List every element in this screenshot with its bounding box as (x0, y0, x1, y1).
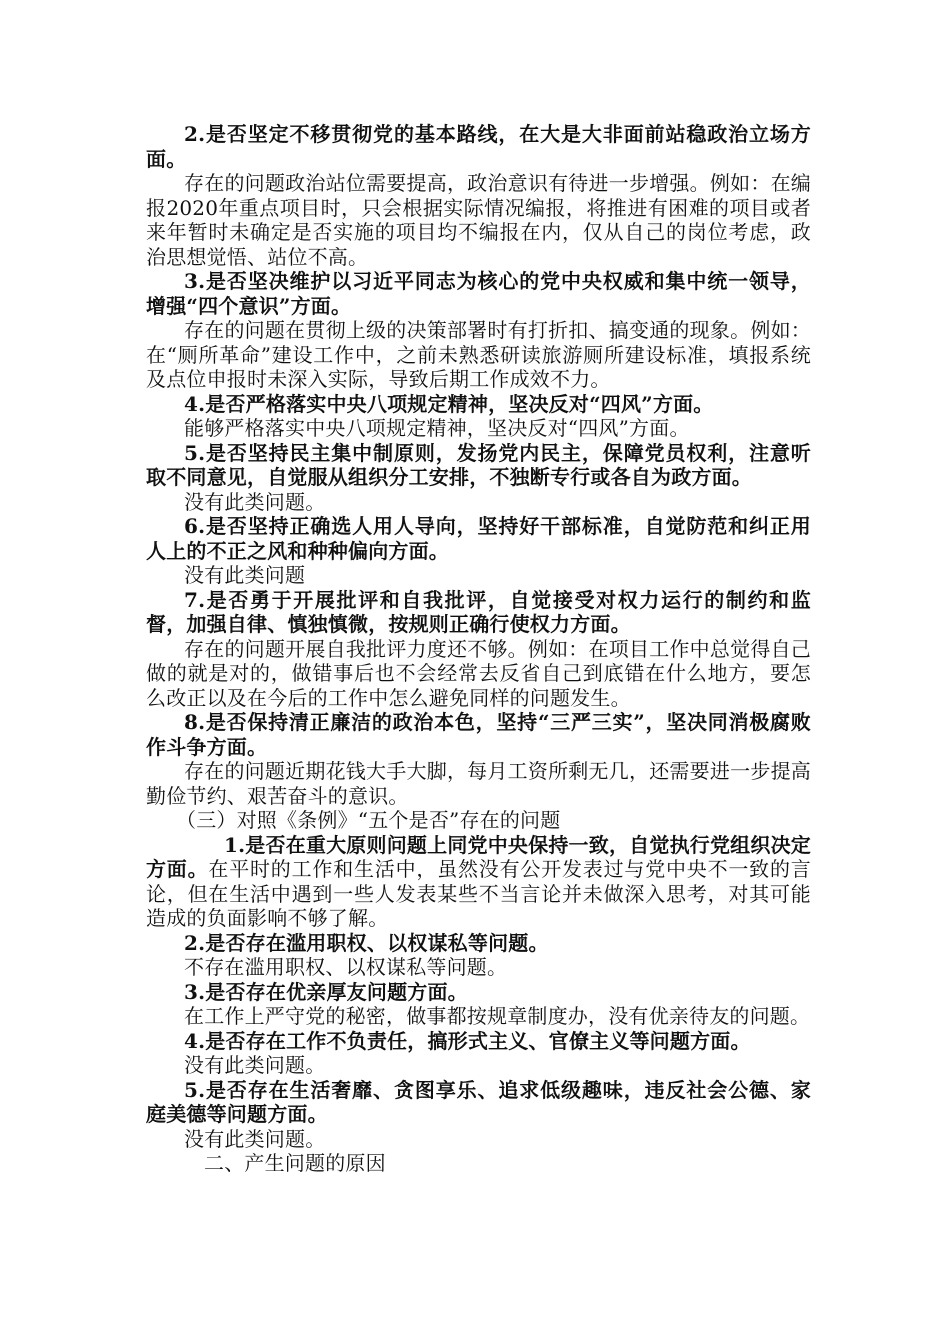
q6-answer (146, 563, 811, 588)
r2-answer (146, 955, 811, 980)
answer-text: 没有此类问题。 (184, 489, 326, 514)
part-2-heading (146, 1151, 811, 1176)
q7-heading (146, 588, 811, 637)
answer-text: 在平时的工作和生活中，虽然没有公开发表过与党中央不一致的言论，但在生活中遇到一些人发表某些不当言论并未做深入思考，对其可能造成的负面影响不够了解。 (146, 857, 811, 930)
answer-text: 不存在滥用职权、以权谋私等问题。 (184, 955, 508, 979)
r3-answer (146, 1004, 811, 1029)
question-text: 3.是否存在优亲厚友问题方面。 (184, 979, 468, 1004)
r5-heading (146, 1078, 811, 1127)
r5-answer (146, 1127, 811, 1152)
answer-text: 没有此类问题。 (184, 1126, 326, 1151)
section-title: 二、产生问题的原因 (204, 1151, 386, 1175)
q8-heading (146, 710, 811, 759)
answer-text: 能够严格落实中央八项规定精神，坚决反对“四风”方面。 (184, 416, 690, 440)
q4-heading (146, 392, 811, 417)
r4-answer (146, 1053, 811, 1078)
question-text: 2.是否坚定不移贯彻党的基本路线，在大是大非面前站稳政治立场方面。 (146, 122, 811, 171)
q2-answer (146, 171, 811, 269)
q2-heading (146, 122, 811, 171)
question-text: 1.是否在重大原则问题上同党中央保持一致，自觉执行党组织决定方面。 (146, 832, 811, 881)
q3-answer (146, 318, 811, 392)
answer-text: 存在的问题开展自我批评力度还不够。例如：在项目工作中总觉得自己做的就是对的，做错事后也不会经常去反省自己到底错在什么地方，要怎么改正以及在今后的工作中怎么避免同样的问题发生。 (146, 636, 811, 710)
q4-answer (146, 416, 811, 441)
answer-text: 没有此类问题。 (184, 1053, 326, 1077)
question-text: 4.是否存在工作不负责任，搞形式主义、官僚主义等问题方面。 (184, 1028, 751, 1053)
answer-text: 没有此类问题 (184, 563, 306, 587)
answer-text: 存在的问题近期花钱大手大脚，每月工资所剩无几，还需要进一步提高勤俭节约、艰苦奋斗的意识。 (146, 759, 811, 808)
q5-answer (146, 490, 811, 515)
section-title: （三）对照《条例》“五个是否”存在的问题 (176, 808, 561, 832)
question-text: 5.是否存在生活奢靡、贪图享乐、追求低级趣味，违反社会公德、家庭美德等问题方面。 (146, 1077, 811, 1126)
question-text: 5.是否坚持民主集中制原则，发扬党内民主，保障党员权利，注意听取不同意见，自觉服从组织分工安排，不独断专行或各自为政方面。 (146, 440, 811, 489)
q8-answer (146, 759, 811, 808)
answer-text: 存在的问题在贯彻上级的决策部署时有打折扣、搞变通的现象。例如：在“厕所革命”建设工作中，之前未熟悉研读旅游厕所建设标准，填报系统及点位申报时未深入实际，导致后期工作成效不力。 (146, 318, 811, 391)
question-text: 4.是否严格落实中央八项规定精神，坚决反对“四风”方面。 (184, 391, 714, 416)
q5-heading (146, 441, 811, 490)
section-3-heading (146, 808, 811, 833)
r4-heading (146, 1029, 811, 1054)
question-text: 7.是否勇于开展批评和自我批评，自觉接受对权力运行的制约和监督，加强自律、慎独慎微，按规则正确行使权力方面。 (146, 587, 811, 636)
r3-heading (146, 980, 811, 1005)
document-page (146, 122, 811, 1176)
question-text: 2.是否存在滥用职权、以权谋私等问题。 (184, 930, 549, 955)
question-text: 6.是否坚持正确选人用人导向，坚持好干部标准，自觉防范和纠正用人上的不正之风和种种偏向方面。 (146, 514, 811, 563)
question-text: 3.是否坚决维护以习近平同志为核心的党中央权威和集中统一领导，增强“四个意识”方面。 (146, 269, 811, 318)
r1-paragraph (146, 833, 811, 931)
answer-text: 存在的问题政治站位需要提高，政治意识有待进一步增强。例如：在编报2020年重点项目时，只会根据实际情况编报，将推进有困难的项目或者来年暂时未确定是否实施的项目均不编报在内，仅从自己的岗位考虑，政治思想觉悟、站位不高。 (146, 171, 811, 269)
q3-heading (146, 269, 811, 318)
question-text: 8.是否保持清正廉洁的政治本色，坚持“三严三实”，坚决同消极腐败作斗争方面。 (146, 710, 811, 759)
q7-answer (146, 637, 811, 711)
r2-heading (146, 931, 811, 956)
answer-text: 在工作上严守党的秘密，做事都按规章制度办，没有优亲待友的问题。 (184, 1004, 811, 1028)
q6-heading (146, 514, 811, 563)
